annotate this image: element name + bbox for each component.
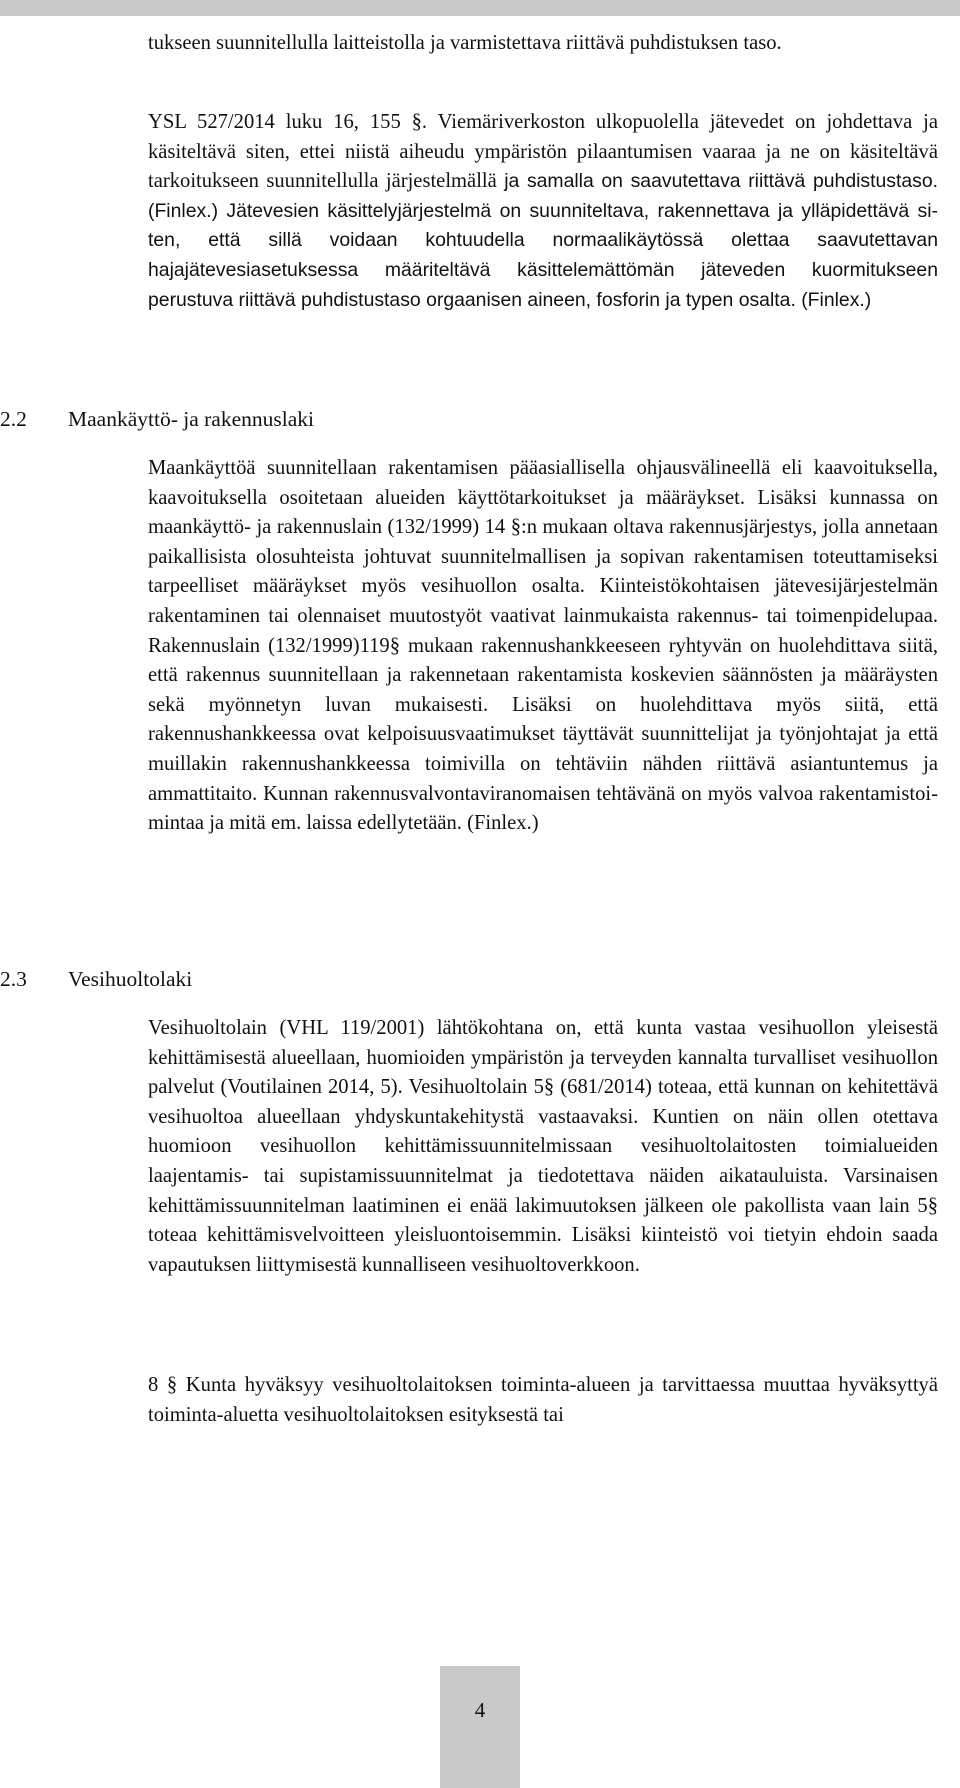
- page-number: 4: [474, 1698, 486, 1722]
- ysl-paragraph-sans-part: ja samalla on saavutettava riittävä puhdistustaso. (Finlex.) Jätevesien käsittelyjärjestelmä on suunniteltava, rakennettava ja ylläpidettävä siten, että sillä voidaan kohtuudella normaalikäytössä olettaa saavutettavan hajajätevesiasetuksessa määriteltävä käsittelemättömän jäteveden kuormitukseen perustuva riittävä puhdistustaso orgaanisen aineen, fosforin ja typen osalta. (Finlex.): [148, 170, 939, 311]
- page-number-box: [440, 1666, 520, 1788]
- section-heading-2-3: [0, 964, 940, 994]
- ysl-paragraph: [148, 108, 938, 315]
- continuation-paragraph: tukseen suunnitellulla laitteistolla ja varmistettava riittävä puhdistuksen taso.: [148, 32, 782, 54]
- section-title: Vesihuoltolaki: [68, 967, 193, 991]
- section-heading-2-2: [0, 404, 940, 434]
- section-title: Maankäyttö- ja rakennuslaki: [68, 407, 314, 431]
- ysl-paragraph-serif-part: YSL 527/2014 luku 16, 155 §. Viemäriverkoston ulkopuolella jätevedet on johdettava ja käsiteltävä siten, ettei niistä aiheudu ympäristön pilaantumisen vaaraa ja ne on käsiteltävä tarkoitukseen suunnitellulla järjestelmällä: [148, 111, 938, 193]
- page-top-bar: [0, 0, 960, 16]
- water-services-8-paragraph: 8 § Kunta hyväksyy vesihuoltolaitoksen toiminta-alueen ja tarvittaessa muuttaa hyväksyttyä toiminta-aluetta vesihuoltolaitoksen esityksestä tai: [148, 1374, 938, 1426]
- land-use-paragraph: Maankäyttöä suunnitellaan rakentamisen pääasiallisella ohjausvälineellä eli kaavoituksella, kaavoituksella osoitetaan alueiden käyttötarkoitukset ja määräykset. Lisäksi kunnassa on maankäyttö- ja rakennuslain (132/1999) 14 §:n mukaan oltava rakennusjärjestys, jolla annetaan paikallisista olosuhteista johtuvat suunnitelmallisen ja sopivan rakentamisen toteuttamiseksi tarpeelliset määräykset myös vesihuollon osalta. Kiinteistökohtaisen jätevesijärjestelmän rakentaminen tai olennaiset muutostyöt vaativat lainmukaista rakennus- tai toimenpidelupaa. Rakennuslain (132/1999)119§ mukaan rakennushankkeeseen ryhtyvän on huolehdittava siitä, että rakennus suunnitellaan ja rakennetaan rakentamista koskevien säännösten ja määräysten sekä myönnetyn luvan mukaisesti. Lisäksi on huolehdittava myös siitä, että rakennushankkeessa ovat kelpoisuusvaatimukset täyttävät suunnittelijat ja työnjohtajat ja että muillakin rakennushankkeessa toimivilla on tehtäviin nähden riittävä asiantuntemus ja ammattitaito. Kunnan rakennusvalvontaviranomaisen tehtävänä on myös valvoa rakentamistoimintaa ja mitä em. laissa edellytetään. (Finlex.): [148, 457, 938, 835]
- section-number: 2.2: [0, 407, 27, 431]
- section-number: 2.3: [0, 967, 27, 991]
- water-services-paragraph: Vesihuoltolain (VHL 119/2001) lähtökohtana on, että kunta vastaa vesihuollon yleisestä kehittämisestä alueellaan, huomioiden ympäristön ja terveyden kannalta turvalliset vesihuollon palvelut (Voutilainen 2014, 5). Vesihuoltolain 5§ (681/2014) toteaa, että kunnan on kehitettävä vesihuoltoa alueellaan yhdyskuntakehitystä vastaavaksi. Kuntien on näin ollen otettava huomioon vesihuollon kehittämissuunnitelmissaan vesihuoltolaitosten toimialueiden laajentamis- tai supistamissuunnitelmat ja tiedotettava näiden aikatauluista. Varsinaisen kehittämissuunnitelman laatiminen ei enää lakimuutoksen jälkeen ole pakollista vaan lain 5§ toteaa kehittämisvelvoitteen yleisluontoisemmin. Lisäksi kiinteistö voi tietyin ehdoin saada vapautuksen liittymisestä kunnalliseen vesihuoltoverkkoon.: [148, 1017, 938, 1276]
